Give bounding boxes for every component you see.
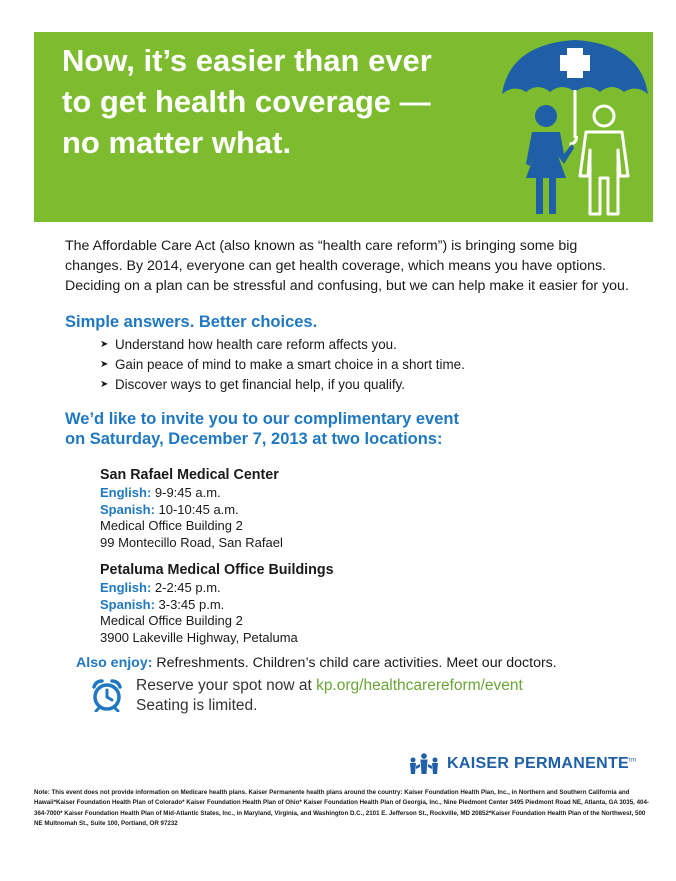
also-enjoy-text: Refreshments. Children’s child care activities. Meet our doctors. <box>152 655 557 671</box>
event-link[interactable]: kp.org/healthcarereform/event <box>316 677 523 694</box>
list-item: ➤ Understand how health care reform affects you. <box>100 335 465 355</box>
list-item: ➤ Discover ways to get financial help, if you qualify. <box>100 375 465 395</box>
location-name: Petaluma Medical Office Buildings <box>100 562 334 578</box>
trademark: tm <box>629 757 637 764</box>
intro-paragraph <box>65 236 655 296</box>
footnote: Note: This event does not provide information on Medicare health plans. Kaiser Permanente health plans around the country: Kaiser Foundation Health Plan, Inc., in Northern and Southern California and Hawaii*Kaiser Foundation Health Plan of Colorado* Kaiser Foundation Health Plan of Ohio* Kaiser Foundation Health Plan of Georgia, Inc., Nine Piedmont Center 3495 Piedmont Road NE, Atlanta, GA 3035, 404-364-7000* Kaiser Foundation Health Plan of Mid-Atlantic States, Inc., in Maryland, Virginia, and Washington D.C., 2101 E. Jefferson St., Rockville, MD 20852*Kaiser Foundation Health Plan of the Northwest, 500 NE Multnomah St., Suite 100, Portland, OR 97232 <box>34 789 649 828</box>
english-session: English: 9-9:45 a.m. <box>100 485 221 500</box>
building: Medical Office Building 2 <box>100 613 243 628</box>
umbrella-people-icon <box>500 36 650 220</box>
address: 99 Montecillo Road, San Rafael <box>100 534 283 550</box>
list-item: ➤ Gain peace of mind to make a smart choice in a short time. <box>100 355 465 375</box>
invite-heading <box>65 409 459 449</box>
benefits-list <box>100 335 465 395</box>
kp-logo-mark-icon <box>407 752 441 776</box>
invite-line: We’d like to invite you to our complimentary event <box>65 410 459 428</box>
headline-line: to get health coverage — <box>62 84 431 119</box>
location-san-rafael <box>100 466 283 551</box>
headline-line: no matter what. <box>62 125 292 160</box>
location-name: San Rafael Medical Center <box>100 467 279 483</box>
reserve-text <box>136 676 523 716</box>
also-enjoy <box>76 655 557 671</box>
intro-line: changes. By 2014, everyone can get health coverage, which means you have options. <box>65 258 607 274</box>
headline <box>62 40 492 163</box>
spanish-session: Spanish: 10-10:45 a.m. <box>100 501 239 517</box>
seating-note: Seating is limited. <box>136 697 258 714</box>
alarm-clock-icon <box>90 678 124 712</box>
intro-line: Deciding on a plan can be stressful and confusing, but we can help make it easier for you. <box>65 278 629 294</box>
kaiser-permanente-logo <box>407 752 657 776</box>
location-petaluma <box>100 561 334 646</box>
arrow-bullet-icon: ➤ <box>100 359 109 370</box>
hero-banner <box>34 32 653 222</box>
spanish-session: Spanish: 3-3:45 p.m. <box>100 596 225 612</box>
invite-line: on Saturday, December 7, 2013 at two locations: <box>65 430 443 448</box>
also-enjoy-label: Also enjoy: <box>76 655 153 671</box>
simple-answers-heading: Simple answers. Better choices. <box>65 313 318 331</box>
intro-line: The Affordable Care Act (also known as “health care reform”) is bringing some big <box>65 238 578 254</box>
arrow-bullet-icon: ➤ <box>100 379 109 390</box>
address: 3900 Lakeville Highway, Petaluma <box>100 629 298 645</box>
arrow-bullet-icon: ➤ <box>100 339 109 350</box>
reserve-prefix: Reserve your spot now at <box>136 677 317 694</box>
building: Medical Office Building 2 <box>100 518 243 533</box>
logo-wordmark: KAISER $PERMANENTE^{tm}$ <box>447 755 637 772</box>
headline-line: Now, it’s easier than ever <box>62 43 432 78</box>
english-session: English: 2-2:45 p.m. <box>100 580 221 595</box>
